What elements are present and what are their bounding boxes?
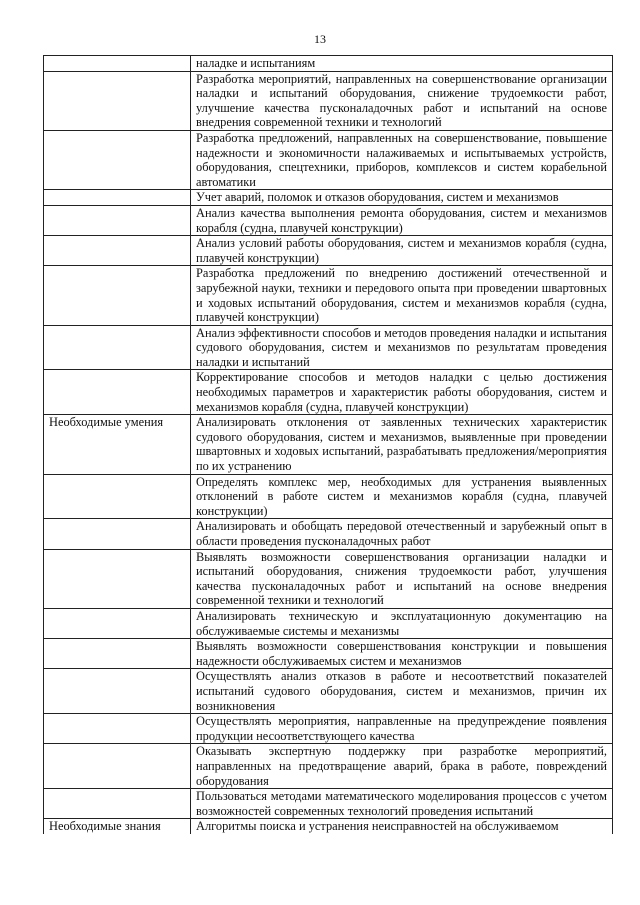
row-text: Разработка мероприятий, направленных на совершенствование организации наладки и испытаний оборудования, снижение трудоемкости работ, улучшение качества пусконаладочных работ и испытаний на основе внедрения современной техники и технологий bbox=[191, 71, 613, 130]
row-label bbox=[44, 519, 191, 549]
row-label bbox=[44, 325, 191, 370]
table-row bbox=[44, 205, 613, 235]
row-text: Выявлять возможности совершенствования конструкции и повышения надежности обслуживаемых систем и механизмов bbox=[191, 639, 613, 669]
table-row bbox=[44, 370, 613, 415]
row-text: Оказывать экспертную поддержку при разработке мероприятий, направленных на предотвращение аварий, брака в работе, повреждений оборудования bbox=[191, 744, 613, 789]
section-label-skills: Необходимые умения bbox=[44, 415, 191, 474]
table-row bbox=[44, 549, 613, 608]
row-label bbox=[44, 205, 191, 235]
page-number: 13 bbox=[314, 32, 326, 46]
row-label bbox=[44, 56, 191, 72]
row-text: Анализировать техническую и эксплуатационную документацию на обслуживаемые системы и механизмы bbox=[191, 608, 613, 638]
table-row bbox=[44, 415, 613, 474]
row-text: Пользоваться методами математического моделирования процессов с учетом возможностей современных технологий проведения испытаний bbox=[191, 789, 613, 819]
table-row bbox=[44, 266, 613, 325]
table-row bbox=[44, 819, 613, 834]
row-text: наладке и испытаниям bbox=[191, 56, 613, 72]
row-text: Определять комплекс мер, необходимых для устранения выявленных отклонений в работе систем и механизмов корабля (судна, плавучей конструкции) bbox=[191, 474, 613, 519]
row-label bbox=[44, 608, 191, 638]
table-row bbox=[44, 639, 613, 669]
row-text: Анализ условий работы оборудования, систем и механизмов корабля (судна, плавучей конструкции) bbox=[191, 236, 613, 266]
table-row bbox=[44, 789, 613, 819]
row-text: Анализировать отклонения от заявленных технических характеристик судового оборудования, систем и механизмов, выявленные при проведении швартовных и ходовых испытаний, разрабатывать предложения/мероприятия по их устранению bbox=[191, 415, 613, 474]
row-label bbox=[44, 639, 191, 669]
row-label bbox=[44, 744, 191, 789]
table-row bbox=[44, 744, 613, 789]
row-label bbox=[44, 549, 191, 608]
row-label bbox=[44, 474, 191, 519]
row-label bbox=[44, 190, 191, 206]
row-text: Анализировать и обобщать передовой отечественный и зарубежный опыт в области проведения пусконаладочных работ bbox=[191, 519, 613, 549]
row-text: Корректирование способов и методов наладки с целью достижения необходимых параметров и характеристик работы оборудования, систем и механизмов корабля (судна, плавучей конструкции) bbox=[191, 370, 613, 415]
table-row bbox=[44, 71, 613, 130]
table-row bbox=[44, 130, 613, 189]
table-row bbox=[44, 474, 613, 519]
competency-table bbox=[43, 55, 613, 834]
row-label bbox=[44, 130, 191, 189]
row-label bbox=[44, 789, 191, 819]
row-text: Анализ эффективности способов и методов проведения наладки и испытания судового оборудования, систем и механизмов по результатам проведения наладки и испытаний bbox=[191, 325, 613, 370]
table-row bbox=[44, 519, 613, 549]
table-row bbox=[44, 236, 613, 266]
table-row bbox=[44, 714, 613, 744]
row-text: Анализ качества выполнения ремонта оборудования, систем и механизмов корабля (судна, плавучей конструкции) bbox=[191, 205, 613, 235]
row-label bbox=[44, 669, 191, 714]
row-text: Выявлять возможности совершенствования организации наладки и испытаний оборудования, снижения трудоемкости работ, улучшения качества пусконаладочных работ и испытаний на основе внедрения современной техники и технологий bbox=[191, 549, 613, 608]
table-row bbox=[44, 190, 613, 206]
row-text: Осуществлять анализ отказов в работе и несоответствий показателей испытаний судового оборудования, систем и механизмов, причин их возникновения bbox=[191, 669, 613, 714]
row-text: Учет аварий, поломок и отказов оборудования, систем и механизмов bbox=[191, 190, 613, 206]
row-text: Алгоритмы поиска и устранения неисправностей на обслуживаемом bbox=[191, 819, 613, 834]
row-label bbox=[44, 266, 191, 325]
table-row bbox=[44, 669, 613, 714]
row-label bbox=[44, 714, 191, 744]
table-row bbox=[44, 608, 613, 638]
row-label bbox=[44, 71, 191, 130]
row-label bbox=[44, 236, 191, 266]
row-text: Разработка предложений по внедрению достижений отечественной и зарубежной науки, техники и передового опыта при проведении швартовных и ходовых испытаний оборудования, систем и механизмов корабля (судна, плавучей конструкции) bbox=[191, 266, 613, 325]
table-row bbox=[44, 56, 613, 72]
row-text: Разработка предложений, направленных на совершенствование, повышение надежности и экономичности налаживаемых и испытываемых устройств, оборудования, спецтехники, приборов, комплексов и систем корабельной автоматики bbox=[191, 130, 613, 189]
table-row bbox=[44, 325, 613, 370]
row-text: Осуществлять мероприятия, направленные на предупреждение появления продукции несоответствующего качества bbox=[191, 714, 613, 744]
section-label-knowledge: Необходимые знания bbox=[44, 819, 191, 834]
row-label bbox=[44, 370, 191, 415]
